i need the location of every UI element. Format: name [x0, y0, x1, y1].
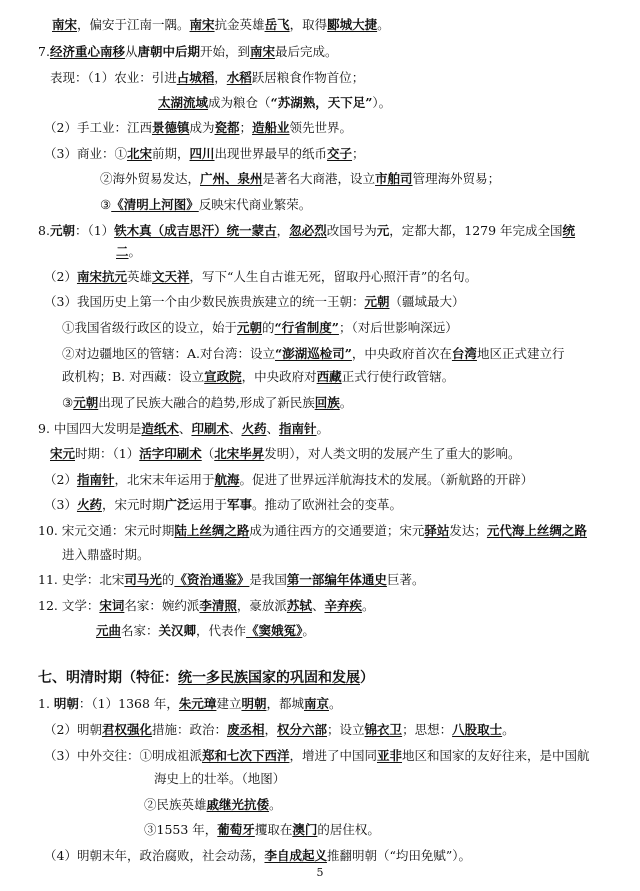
text-segment: 正式行使行政管辖。 [341, 369, 455, 384]
text-segment: ， [276, 223, 290, 238]
text-line [62, 317, 640, 339]
text-segment: 抗金英雄 [214, 17, 265, 32]
underlined-keyword: 岳飞 [264, 17, 290, 32]
text-line [100, 194, 640, 216]
text-segment: 1. [38, 696, 54, 711]
underlined-keyword: 铁木真（成吉思汗）统一蒙古 [114, 223, 277, 238]
text-segment: 8. [38, 223, 50, 238]
section-heading [38, 667, 640, 689]
text-segment: 的 [161, 572, 175, 587]
text-segment: ， [214, 70, 227, 85]
text-segment: ，北宋末年运用于 [114, 472, 215, 487]
text-segment: 广泛 [164, 497, 190, 512]
text-line [62, 544, 640, 566]
text-segment: 。 [502, 722, 515, 737]
text-segment: 进入鼎盛时期。 [62, 547, 150, 562]
underlined-keyword: 宋元 [50, 446, 76, 461]
text-segment: ，写下“人生自古谁无死，留取丹心照汗青”的名句。 [189, 269, 478, 284]
text-segment: 。促进了世界远洋航海技术的发展。（新航路的开辟） [239, 472, 534, 487]
text-line [38, 693, 640, 715]
text-segment: 七、明清时期（特征： [38, 670, 178, 686]
text-segment: 是著名大商港，设立 [262, 171, 376, 186]
text-segment: 12. 文学： [38, 598, 100, 613]
underlined-keyword: 印刷术 [191, 421, 229, 436]
underlined-keyword: 葡萄牙 [217, 822, 255, 837]
text-segment: 的 [262, 320, 275, 335]
underlined-keyword: 陆上丝绸之路 [174, 523, 250, 538]
text-line [44, 745, 640, 767]
text-segment: 。 [269, 797, 282, 812]
underlined-keyword: 活字印刷术 [139, 446, 202, 461]
text-segment: 发明），对人类文明的发展产生了重大的影响。 [264, 446, 521, 461]
text-segment: 前期， [151, 146, 190, 161]
text-segment: ，取得 [289, 17, 328, 32]
underlined-keyword: 司马光 [124, 572, 162, 587]
underlined-keyword: 南京 [303, 696, 329, 711]
underlined-keyword: 文天祥 [151, 269, 190, 284]
text-segment: 、 [311, 598, 325, 613]
text-line [44, 117, 640, 139]
text-segment: 元 [376, 223, 390, 238]
text-line [44, 719, 640, 741]
underlined-keyword: 《窦娥冤》 [246, 623, 303, 638]
underlined-keyword: 八股取士 [452, 722, 503, 737]
underlined-keyword: 宋词 [99, 598, 125, 613]
underlined-keyword: 郑和七次下西洋 [201, 748, 290, 763]
text-segment: ，宋元时期 [101, 497, 165, 512]
underlined-keyword: 《清明上河图》 [111, 197, 199, 212]
text-segment: ，代表作 [196, 623, 247, 638]
text-segment: 表现：（1）农业：引进 [50, 70, 177, 85]
text-segment: 改国号为 [326, 223, 377, 238]
text-segment: 政机构；B. 对西藏：设立 [62, 369, 205, 384]
text-segment: 、 [266, 421, 279, 436]
underlined-keyword: 四川 [189, 146, 215, 161]
text-segment: 运用于 [189, 497, 228, 512]
underlined-keyword: 指南针 [76, 472, 115, 487]
text-segment: ②对边疆地区的管辖：A.对台湾：设立 [62, 346, 276, 361]
text-segment: ；设立 [327, 722, 365, 737]
underlined-keyword: 北宋毕昇 [214, 446, 265, 461]
text-segment: ；（对后世影响深远） [338, 320, 458, 335]
underlined-keyword: 市舶司 [375, 171, 413, 186]
underlined-keyword: 李清照 [199, 598, 237, 613]
underlined-keyword: 南宋 [250, 44, 276, 59]
underlined-keyword: 占城稻 [176, 70, 215, 85]
text-segment: 。 [316, 421, 330, 436]
text-segment: 领先世界。 [289, 120, 353, 135]
underlined-keyword: 景德镇 [151, 120, 190, 135]
text-line [100, 168, 640, 190]
text-segment: ②民族英雄 [144, 797, 207, 812]
underlined-keyword: 元曲 [96, 623, 122, 638]
text-segment: 。推动了欧洲社会的变革。 [252, 497, 403, 512]
text-segment: 出现了民族大融合的趋势,形成了新民族 [98, 395, 315, 410]
underlined-keyword: 明朝 [241, 696, 267, 711]
text-segment: ，增进了中国同 [289, 748, 377, 763]
text-line [158, 92, 640, 114]
underlined-keyword: 第一部编年体通史 [286, 572, 387, 587]
underlined-keyword: 瓷都 [214, 120, 240, 135]
underlined-keyword: 宣政院 [204, 369, 242, 384]
text-segment: ：（1）1368 年， [78, 696, 179, 711]
text-segment: 明朝 [53, 696, 79, 711]
text-segment: 英雄 [126, 269, 152, 284]
text-segment: ②海外贸易发达， [100, 171, 201, 186]
text-segment: ③1553 年， [144, 822, 218, 837]
text-segment: （2） [44, 269, 77, 284]
text-segment: 的居住权。 [317, 822, 380, 837]
text-line [38, 569, 640, 591]
underlined-keyword: 回族 [314, 395, 340, 410]
underlined-keyword: 亚非 [377, 748, 403, 763]
text-line [62, 392, 640, 414]
underlined-keyword: 元代海上丝绸之路 [486, 523, 587, 538]
underlined-keyword: 李自成起义 [264, 848, 327, 863]
text-segment: 反映宋代商业繁荣。 [198, 197, 312, 212]
underlined-keyword: 朱元璋 [178, 696, 217, 711]
text-segment: 。 [302, 623, 315, 638]
text-segment: ， [264, 722, 278, 737]
text-line [52, 14, 640, 36]
text-segment: （3） [44, 497, 77, 512]
text-segment: （3）商业：① [44, 146, 127, 161]
underlined-keyword: 航海 [214, 472, 240, 487]
text-segment: 成为 [189, 120, 215, 135]
text-segment: 。 [377, 17, 390, 32]
underlined-keyword: 太湖流域 [158, 95, 209, 110]
text-segment: （2） [44, 472, 77, 487]
underlined-keyword: 锦衣卫 [364, 722, 403, 737]
text-segment: 措施：政治： [151, 722, 227, 737]
underlined-keyword: 台湾 [451, 346, 477, 361]
underlined-keyword: 澳门 [292, 822, 318, 837]
underlined-keyword: 南宋 [52, 17, 78, 32]
text-line [38, 595, 640, 617]
text-segment: （2）明朝 [44, 722, 102, 737]
text-segment: 9. 中国四大发明是 [38, 421, 142, 436]
underlined-keyword: 造纸术 [141, 421, 179, 436]
underlined-keyword: 郾城大捷 [327, 17, 378, 32]
text-segment: 元朝 [49, 223, 75, 238]
underlined-keyword: 北宋 [126, 146, 152, 161]
underlined-keyword: 二 [116, 244, 129, 259]
text-segment: ，中央政府对 [241, 369, 317, 384]
underlined-keyword: 交子 [327, 146, 353, 161]
text-segment: 最后完成。 [275, 44, 338, 59]
underlined-keyword: 造船业 [252, 120, 290, 135]
text-segment: 建立 [216, 696, 242, 711]
text-segment: 关汉卿 [158, 623, 197, 638]
text-segment: ，定都大都，1279 年完成全国 [389, 223, 563, 238]
underlined-keyword: 火药 [76, 497, 102, 512]
underlined-keyword: 权分六部 [277, 722, 328, 737]
text-segment: 。 [329, 696, 342, 711]
text-segment: 成为通往西方的交通要道；宋元 [249, 523, 425, 538]
text-segment: ，中央政府首次在 [351, 346, 452, 361]
text-segment: 。 [361, 598, 375, 613]
text-segment: 地区和国家的友好往来，是中国航 [402, 748, 590, 763]
text-segment: ①我国省级行政区的设立，始于 [62, 320, 238, 335]
underlined-keyword: 广州、泉州 [200, 171, 263, 186]
text-segment: 从 [124, 44, 138, 59]
text-segment: （ [201, 446, 215, 461]
text-segment: 巨著。 [386, 572, 425, 587]
text-line [44, 143, 640, 165]
text-segment: ； [352, 146, 365, 161]
underlined-keyword: 元朝 [73, 395, 99, 410]
underlined-keyword: 统 [562, 223, 576, 238]
text-line [154, 768, 640, 790]
text-segment: 。 [128, 244, 142, 259]
text-segment: 、 [228, 421, 242, 436]
text-segment: 唐朝中后期 [137, 44, 200, 59]
text-line [38, 41, 640, 63]
underlined-keyword: 西藏 [316, 369, 342, 384]
underlined-keyword: “澎湖巡检司” [275, 346, 352, 361]
text-segment: 。 [339, 395, 353, 410]
text-segment: ； [239, 120, 253, 135]
text-segment: 管理海外贸易； [412, 171, 501, 186]
underlined-keyword: 戚继光抗倭 [206, 797, 270, 812]
text-line [38, 220, 640, 242]
text-segment: 跃居粮食作物首位； [251, 70, 365, 85]
text-line [116, 241, 640, 263]
underlined-keyword: 苏轼 [286, 598, 312, 613]
underlined-keyword: “行省制度” [274, 320, 339, 335]
text-segment: 是我国 [249, 572, 287, 587]
page-number: 5 [316, 866, 324, 879]
text-segment: 10. 宋元交通：宋元时期 [38, 523, 175, 538]
text-line [96, 620, 640, 642]
underlined-keyword: 火药 [241, 421, 267, 436]
text-segment: ） [360, 670, 374, 686]
text-segment: 、 [178, 421, 192, 436]
text-segment: 发达； [449, 523, 487, 538]
underlined-keyword: 君权强化 [101, 722, 152, 737]
text-segment: （3）我国历史上第一个由少数民族贵族建立的统一王朝： [44, 294, 365, 309]
text-line [50, 443, 640, 465]
text-segment: “苏湖熟，天下足” [270, 95, 373, 110]
text-line [50, 67, 640, 89]
text-segment: ③ [62, 395, 74, 410]
underlined-keyword: 水稻 [226, 70, 252, 85]
text-segment: （4）明朝末年，政治腐败，社会动荡， [44, 848, 265, 863]
text-line [38, 418, 640, 440]
underlined-keyword: 经济重心南移 [49, 44, 125, 59]
underlined-keyword: 元朝 [364, 294, 390, 309]
text-segment: 时期：（1） [75, 446, 140, 461]
text-segment: （疆域最大） [389, 294, 465, 309]
underlined-keyword: 驿站 [424, 523, 450, 538]
text-segment: 出现世界最早的纸币 [214, 146, 328, 161]
text-line [62, 366, 640, 388]
underlined-keyword: 南宋抗元 [76, 269, 127, 284]
text-segment: ，都城 [266, 696, 304, 711]
text-segment: 开始，到 [199, 44, 250, 59]
text-segment: 名家：婉约派 [124, 598, 200, 613]
text-line [144, 794, 640, 816]
text-line [44, 494, 640, 516]
text-segment: 海史上的壮举。（地图） [154, 771, 286, 786]
underlined-keyword: 元朝 [237, 320, 263, 335]
underlined-keyword: 统一多民族国家的巩固和发展 [178, 670, 360, 686]
text-segment: 军事 [227, 497, 253, 512]
text-line [44, 266, 640, 288]
underlined-keyword: 指南针 [279, 421, 317, 436]
text-segment: 名家： [121, 623, 159, 638]
text-segment: 攫取在 [254, 822, 293, 837]
text-line [38, 520, 640, 542]
underlined-keyword: 南宋 [189, 17, 215, 32]
text-segment: ）。 [372, 95, 392, 110]
text-segment: 7. [38, 44, 50, 59]
text-line [44, 469, 640, 491]
text-line [62, 343, 640, 365]
underlined-keyword: 辛弃疾 [324, 598, 362, 613]
text-line [44, 291, 640, 313]
text-segment: 成为粮仓（ [208, 95, 271, 110]
text-segment: ，偏安于江南一隅。 [77, 17, 190, 32]
text-segment: （2）手工业：江西 [44, 120, 152, 135]
text-segment: ，豪放派 [236, 598, 287, 613]
text-segment: （3）中外交往：①明成祖派 [44, 748, 202, 763]
text-segment: 11. 史学：北宋 [38, 572, 125, 587]
underlined-keyword: 忽必烈 [289, 223, 327, 238]
text-segment: ；思想： [402, 722, 453, 737]
text-line [144, 819, 640, 841]
underlined-keyword: 《资治通鉴》 [174, 572, 250, 587]
underlined-keyword: 废丞相 [226, 722, 265, 737]
text-line [44, 845, 640, 867]
text-segment: 地区正式建立行 [476, 346, 565, 361]
text-segment: ：（1） [74, 223, 115, 238]
text-segment: ③ [100, 197, 112, 212]
text-segment: 推翻明朝（“均田免赋”）。 [326, 848, 472, 863]
